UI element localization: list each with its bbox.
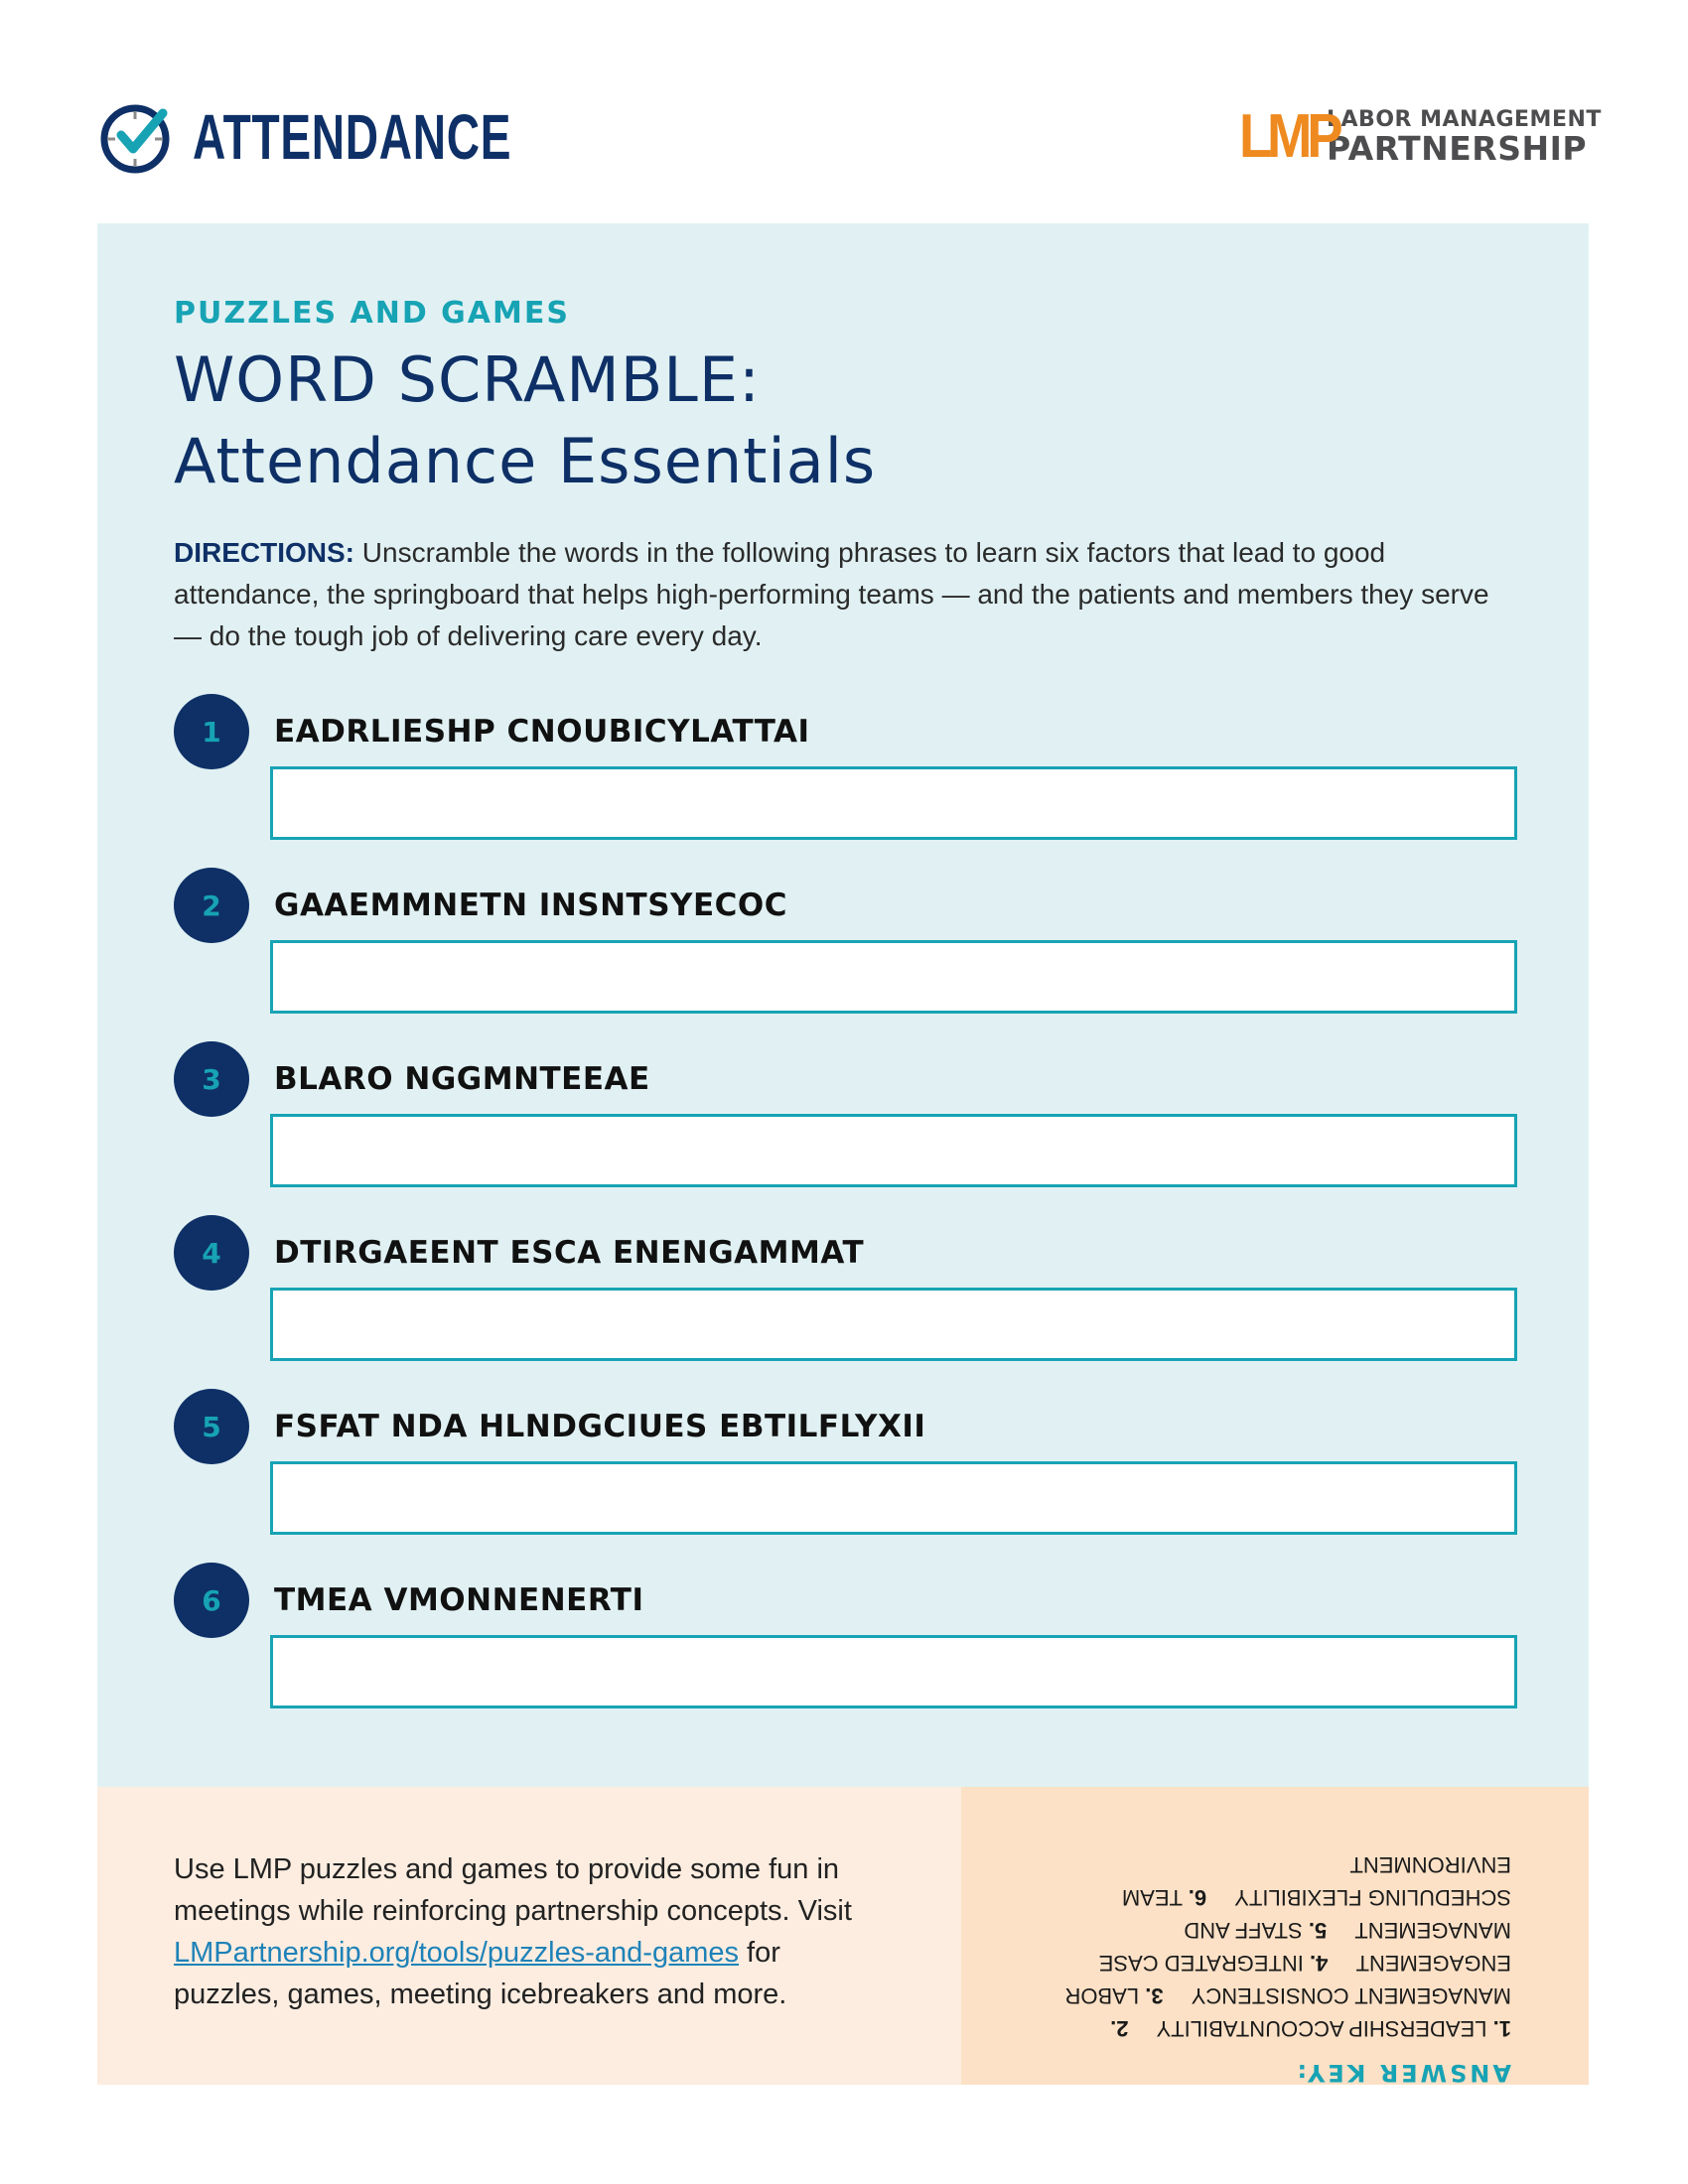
answer-key-text: STAFF AND SCHEDULING FLEXIBILITY: [1184, 1885, 1511, 1943]
answer-input[interactable]: [270, 1461, 1517, 1535]
answer-key-text: MANAGEMENT CONSISTENCY: [1191, 1983, 1511, 2008]
page-subtitle: Attendance Essentials: [174, 425, 877, 497]
scrambled-phrase: EADRLIESHP CNOUBICYLATTAI: [274, 714, 810, 750]
item-number-badge: 5: [174, 1389, 249, 1464]
answer-key: [1053, 1848, 1511, 2087]
answer-key-entry: [1157, 2016, 1511, 2041]
directions-text: Unscramble the words in the following phrases to learn six factors that lead to good attendance, the springboard that helps high-performing teams — and the patients and members they serve — do the tough job of delivering care every day.: [174, 537, 1489, 651]
directions-label: DIRECTIONS:: [174, 537, 354, 568]
attendance-logo: [97, 97, 635, 177]
puzzles-link[interactable]: LMPartnership.org/tools/puzzles-and-games: [174, 1937, 739, 1969]
answer-input[interactable]: [270, 940, 1517, 1014]
answer-input[interactable]: [270, 1288, 1517, 1361]
answer-key-number: 5.: [1308, 1918, 1328, 1943]
answer-key-title: ANSWER KEY:: [1294, 2059, 1511, 2087]
scrambled-phrase: GAAEMMNETN INSNTSYECOC: [274, 887, 788, 923]
answer-key-number: 6.: [1188, 1885, 1207, 1910]
directions: [174, 532, 1504, 657]
item-number-badge: 6: [174, 1563, 249, 1638]
scrambled-phrase: FSFAT NDA HLNDGCIUES EBTILFLYXII: [274, 1409, 926, 1444]
item-number-badge: 1: [174, 694, 249, 769]
answer-key-text: TEAM ENVIRONMENT: [1121, 1852, 1511, 1910]
lmp-logo-line2: PARTNERSHIP: [1327, 129, 1588, 168]
attendance-brand-text: ATTENDANCE: [193, 101, 512, 173]
answer-input[interactable]: [270, 766, 1517, 840]
lmp-logo-mark: LMP: [1239, 102, 1338, 171]
lmp-logo: [1239, 102, 1602, 171]
page-title: WORD SCRAMBLE:: [174, 343, 761, 416]
answer-key-text: LEADERSHIP ACCOUNTABILITY: [1156, 2016, 1487, 2041]
answer-key-number: 1.: [1492, 2016, 1511, 2041]
scrambled-phrase: BLARO NGGMNTEEAE: [274, 1061, 650, 1097]
answer-key-text: LABOR ENGAGEMENT: [1064, 1951, 1511, 2008]
answer-key-number: 2.: [1110, 2016, 1129, 2041]
lmp-logo-text: [1327, 107, 1602, 168]
answer-input[interactable]: [270, 1635, 1517, 1708]
scrambled-phrase: TMEA VMONNENERTI: [274, 1582, 644, 1618]
item-number-badge: 2: [174, 868, 249, 943]
answer-key-text: INTEGRATED CASE MANAGEMENT: [1098, 1918, 1511, 1976]
answer-key-body: [1053, 1848, 1511, 2045]
answer-input[interactable]: [270, 1114, 1517, 1187]
footer-text-after: for puzzles, games, meeting icebreakers and more.: [174, 1937, 787, 2010]
answer-key-number: 4.: [1310, 1951, 1329, 1976]
footer-text-before: Use LMP puzzles and games to provide some fun in meetings while reinforcing partnership concepts. Visit: [174, 1853, 852, 1927]
item-number-badge: 4: [174, 1215, 249, 1291]
scrambled-phrase: DTIRGAEENT ESCA ENENGAMMAT: [274, 1235, 865, 1271]
lmp-logo-line1: LABOR MANAGEMENT: [1327, 107, 1602, 132]
section-kicker: PUZZLES AND GAMES: [174, 296, 570, 331]
item-number-badge: 3: [174, 1041, 249, 1117]
footer-text: [174, 1848, 889, 2015]
answer-key-number: 3.: [1145, 1983, 1164, 2008]
clock-check-icon: [97, 97, 177, 177]
